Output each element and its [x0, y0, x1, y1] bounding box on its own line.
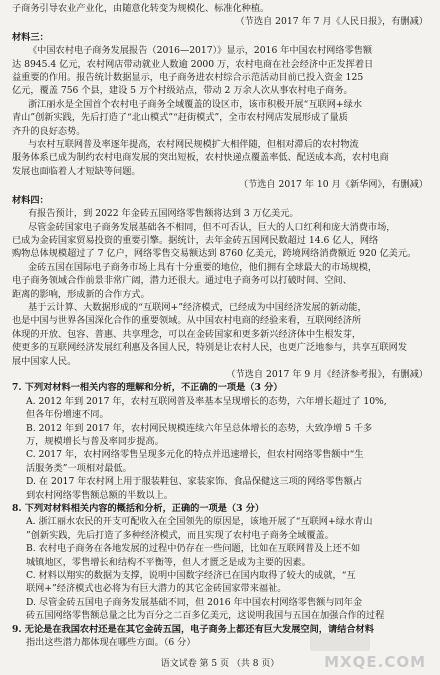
intro-line: 子商务引导农业产业化，由随意化转变为规模化、标准化种植。	[12, 3, 270, 14]
material-3-line: 发展也面临着人才短缺等问题。	[12, 165, 141, 177]
material-3-heading: 材料三：	[12, 31, 49, 43]
question-7-option: 但各年份增速不同。	[26, 409, 109, 421]
material-4-line: 体现的开放、包容、普惠、共享理念，可以在金砖国家和更多新兴经济体中生根发芽，	[12, 328, 362, 340]
question-7-option: 万，规模增长与普及率同步提高。	[26, 436, 164, 447]
page-footer: 语文试卷 第 5 页 （共 8 页）	[160, 659, 280, 669]
question-8-option: C. 材料以翔实的数据为支撑，说明中国数字经济已在国内取得了较大的成就，“互	[26, 570, 356, 582]
material-3-line: 浙江丽水是全国首个农村电子商务全域覆盖的设区市，该市积极开展“互联网+绿水	[28, 98, 362, 110]
material-3-line: 亿元，覆盖 756 个县，建设 5 万个村级站点，带动 2 万余人次从事农村电子商务。	[12, 85, 353, 97]
material-4-line: 尽管金砖国家电子商务发展基础各不相同，但不可否认，巨大的人口红利和庞大消费市场，	[28, 221, 396, 233]
material-4-line: 也是中国与世界各国深化合作的重要领域。从中国农村电商的经验来看，互联网经济所	[12, 315, 362, 327]
material-4-line: 展中国家人民。	[12, 355, 77, 367]
question-8-option: 联网+”经济模式也必将为有巨大潜力的其它金砖国家带来福祉。	[26, 583, 287, 595]
question-8-option: A. 浙江丽水农民的开支可配收入在全国领先的原因是，该地开展了“互联网+绿水青山	[26, 516, 373, 528]
material-4-line: 电子商务领域合作前景非常广阔，潜力还很大。通过电子商务可以打破时间、空间、	[12, 275, 352, 287]
material-3-line: 与农村互联网普及率逐年提高，农村网民规模扩大相伴随，但相对滞后的农村物流	[28, 139, 359, 151]
question-8-option: D. 尽管金砖五国电子商务发展基础不同，但 2016 年中国农村网络零售额与同年金	[26, 596, 363, 608]
material-3-line: 青山”创新实践，先后打造了“北山模式”“赶街模式”，全市农村网店发展形成了量质	[12, 112, 348, 124]
material-4-line: 金砖五国在国际电子商务市场上具有十分重要的地位，他们拥有全球最大的市场规模，	[28, 261, 378, 273]
question-8-option: 城镇地区，零售增长和结构不平衡等，但人才匮乏是成为主要的因素。	[26, 556, 311, 568]
source-citation-1: （节选自 2017 年 7 月《人民日报》，有删减）	[235, 16, 428, 28]
source-citation-3: （节选自 2017 年 10 月《新华网》，有删减）	[238, 179, 428, 191]
material-3-line: 达 8945.4 亿元，农村网店带动就业人数逾 2000 万，农村电商在社会经济中正发挥着日	[12, 58, 374, 70]
material-4-heading: 材料四：	[12, 194, 49, 206]
question-8-option: 砖五国网络零售额总量之比为百分之二百多亿美元，这说明我国与五国在加强合作的过程	[26, 610, 385, 622]
watermark-logo: MXQE.COM	[324, 653, 426, 671]
material-4-line: 已成为金砖国家贸易投资的重要引擎。据统计，去年金砖五国网民数超过 14.6 亿人，网络	[12, 234, 379, 246]
material-4-line: 基于云计算、大数据形成的“互联网+”经济模式，已经成为中国经济发展的新动能，	[28, 301, 367, 313]
stamp-smudge	[310, 633, 370, 651]
question-7-stem: 7. 下列对材料一相关内容的理解和分析，不正确的一项是（3 分）	[12, 382, 283, 394]
question-7-option: A. 2012 年到 2017 年，农村互联网普及率基本呈现增长的态势，六年增长超过了 10%,	[26, 395, 387, 407]
material-3-line: 益重要的作用。报告统计数据显示，电子商务进农村综合示范活动目前已投入资金 125	[12, 72, 364, 84]
material-3-line: 齐升的良好态势。	[12, 125, 86, 137]
question-9-stem: 9. 无论是在我国农村还是在其它金砖五国，电子商务上都还有巨大发展空间，请结合材料	[12, 623, 374, 635]
material-4-line: 购物总体规模超过了 7 亿户，网络零售交易额达到 8760 亿美元，跨境网络消费额近 920 亿美元。	[12, 248, 417, 260]
question-8-option: B. 农村电子商务在各地发展的过程中仍存在一些问题，比如在互联网普及上还不如	[26, 543, 361, 555]
question-7-option: D. 在 2017 年农村网上用于服装鞋包、家装家饰、食品保健这三项的网络零售额占	[26, 476, 363, 488]
material-4-line: 有报告预计，到 2022 年金砖五国网络零售额将达到 3 万亿美元。	[28, 208, 299, 220]
question-8-option: ”创新实践，先后打造了多种经济模式，而且实现了农村电子商务全域覆盖。	[26, 529, 334, 541]
material-3-line: 服务体系已成为制约农村电商发展的突出短板，农村快递点覆盖率低、配送成本高，农村电商	[12, 152, 389, 164]
question-7-option: B. 2012 年到 2017 年，农村网民规模连续六年呈总体增长的态势，大致净增 5 千多	[26, 422, 373, 434]
material-3-line: 《中国农村电子商务发展报告（2016—2017）》显示，2016 年中国农村网络零售额	[28, 45, 373, 57]
source-citation-4: （节选自 2017 年 9 月《经济参考报》，有删减）	[226, 368, 428, 380]
question-7-option: C. 2017 年，农村网络零售呈现多元化的特点并迅速增长，但农村网络零售额中“生	[26, 449, 364, 461]
question-7-option: 活服务类”一项相对最低。	[26, 462, 132, 474]
question-8-stem: 8. 下列对材料相关内容的概括和分析，正确的一项是（3 分）	[12, 503, 265, 515]
question-7-option: 到农村网络零售额总额的半数以上。	[26, 489, 173, 501]
material-4-line: 使更多的互联网经济发展红利惠及各国人民，特别是让农村人民，也更广泛地参与，共享互联网发	[12, 342, 408, 354]
question-9-line: 指出这些潜力都体现在哪些方面。（6 分）	[26, 637, 196, 649]
material-4-line: 距离的影响，形成新的合作方式。	[12, 288, 150, 300]
